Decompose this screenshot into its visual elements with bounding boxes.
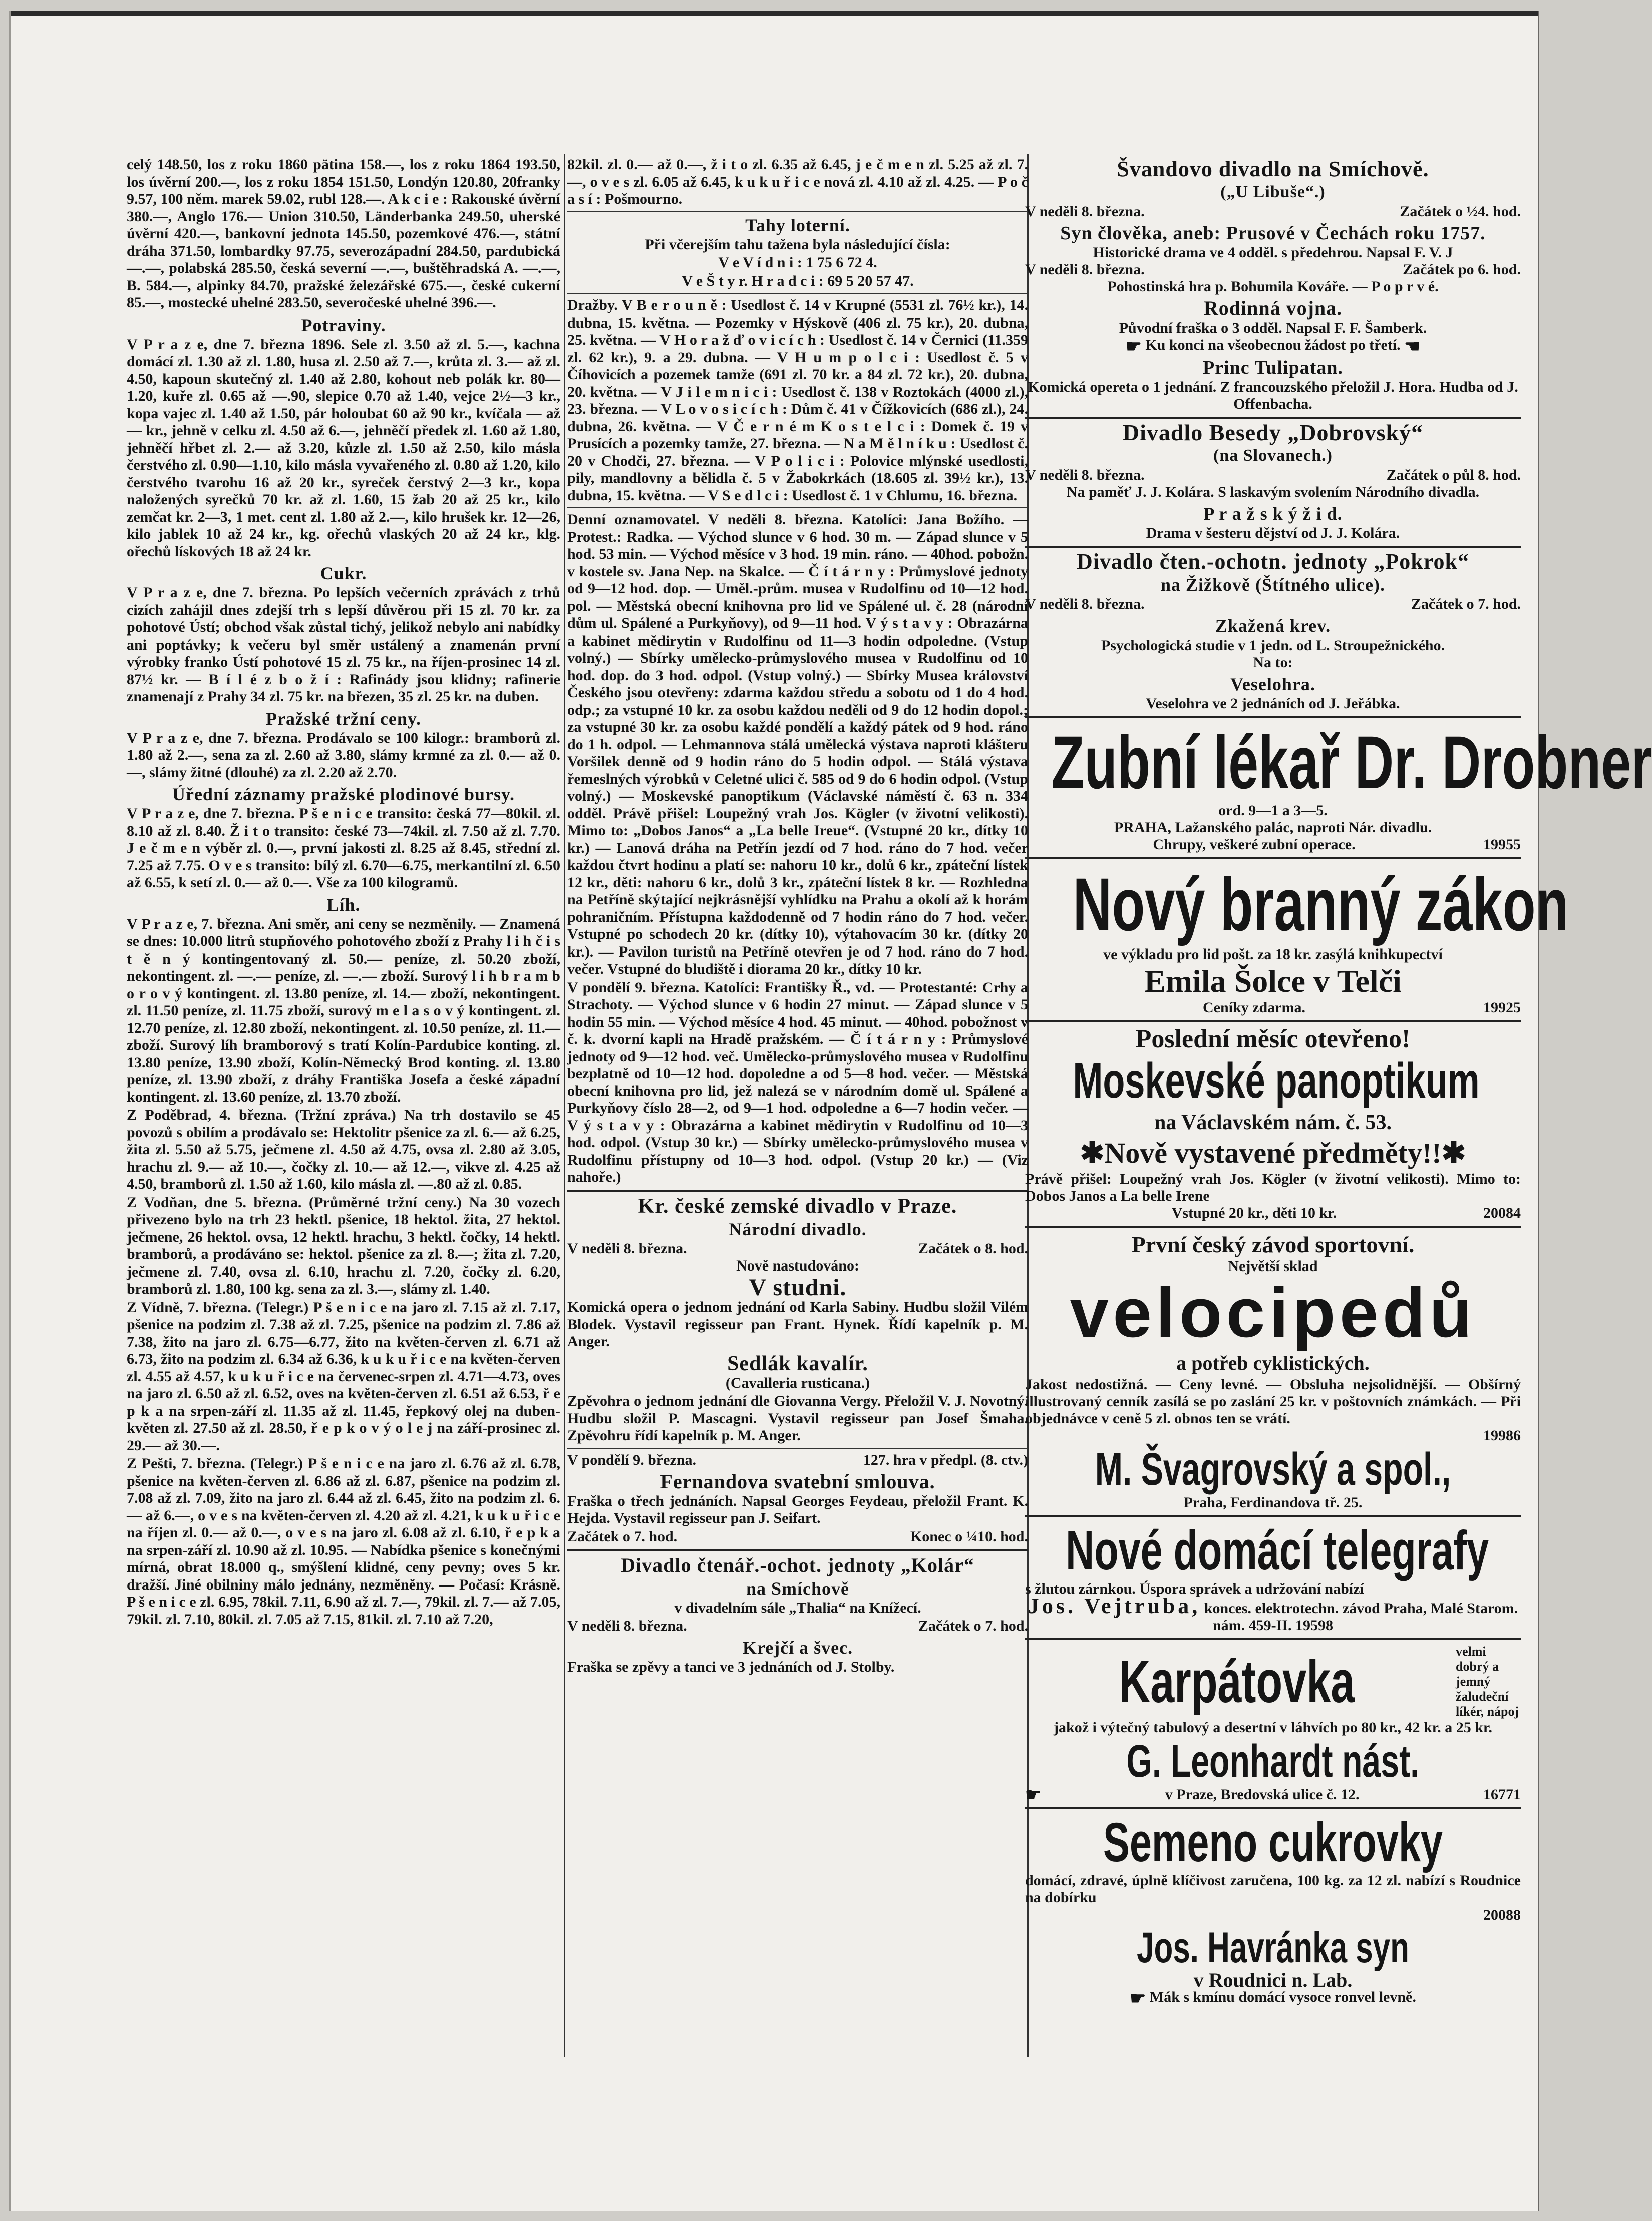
heading-kolar-smichov: na Smíchově	[746, 1578, 849, 1599]
drazby-text: V B e r o u n ě : Usedlost č. 14 v Krupné (5531 zl. 76½ kr.), 14. dubna, 15. května. — Pozemky v Hýskově (406 zl. 75 kr.), 20. dubna, 25. května. — V H o r a ž ď o v i c í c h : Usedlost č. 14 v Černici (11.359 zl. 62 kr.), 9. a 29. dubna. — V H u m p o l c i : Usedlost č. 5 v Číhovicích a pozemek tamže (691 zl. 70 kr. a 84 zl. 72 kr.), 20. dubna, 20. května. — V J i l e m n i c i : Usedlost č. 138 v Roztokách (4000 zl.), 23. března. — V L o v o s i c í c h : Dům č. 41 v Čížkovicích (686 zl.), 24. dubna, 26. května. — V Č e r n é m K o s t e l c i : Domek č. 19 v Prusících a pozemky tamže, 27. března. — N a M ě l n í k u : Usedlost č. 20 v Chodči, 27. března. — V P o l i c i : Polovice mlýnské usedlosti, pily, mandlovny a bělidla č. 5 v Žabokrkách (18.605 zl. 39½ kr.), 13. dubna, 15. května. — V S e d l c i : Usedlost č. 1 v Chlumu, 16. března.	[567, 297, 1028, 504]
ad-vejtruba: Jos. Vejtruba,	[1028, 1594, 1201, 1619]
ad-havr-note: Mák s kmínu domácí vysoce ronvel levně.	[1149, 1989, 1416, 2006]
besedy-title: P r a ž s k ý ž i d.	[1203, 504, 1343, 524]
pointing-hand-icon: ☛	[1125, 336, 1142, 357]
grain-prices-text: 82kil. zl. 0.— až 0.—, ž i t o zl. 6.35 až 6.45, j e č m e n zl. 5.25 až zl. 7.—, o v e s zl. 6.05 až 6.45, k u k u ř i c e nová zl. 4.10 až zl. 4.25. — P o č a s í : Pošmourno.	[567, 156, 1028, 207]
heading-podebrad: Z Poděbrad,	[127, 1107, 211, 1123]
newspaper-page	[9, 11, 1652, 2211]
svandovo-date-2: V neděli 8. března.	[1025, 261, 1145, 278]
narodni-start: Začátek o 8. hod.	[918, 1240, 1028, 1257]
heading-urad: Úřední záznamy pražské plodinové bursy.	[172, 784, 515, 804]
heading-vodnan: Z Vodňan,	[127, 1194, 197, 1211]
ad-leon-number: 16771	[1483, 1786, 1521, 1803]
pokrok-title-2: Veselohra.	[1230, 674, 1315, 695]
title-sedlak-kavalir: Sedlák kavalír.	[727, 1352, 868, 1375]
besedy-desc: Na paměť J. J. Kolára. S laskavým svolením Národního divadla.	[1066, 484, 1480, 501]
ad-sport-sub: Největší sklad	[1228, 1258, 1318, 1275]
vodnan-text: dne 5. března. (Průměrné tržní ceny.) Na 30 vozech přivezeno bylo na trh 23 hektl. pšenice, 18 hektol. žita, 27 hektol. ječmene, 26 hektol. ovsa, 12 hektl. hrachu, 3 hektl. čočky, 14 hektl. bramborů, a prodáváno se: hektol. pšenice za zl. 8.—; žita zl. 7.20, ječmene zl. 7.40, ovsa zl. 6.10, hrachu zl. 7.20, čočky zl. 6.20, bramborů zl. 1.80, 100 kg. sena za zl. 3.—, slámy zl. 1.40.	[127, 1194, 561, 1297]
ad-panopt-price: Vstupné 20 kr., děti 10 kr.	[1171, 1205, 1337, 1222]
title-krejci-a-svec: Krejčí a švec.	[742, 1638, 853, 1658]
ad-emil-solc: Emila Šolce v Telči	[1144, 963, 1402, 999]
svandovo-start-2: Začátek po 6. hod.	[1403, 261, 1521, 278]
ad-posledni-mesic: Poslední měsíc otevřeno!	[1135, 1025, 1411, 1054]
title-svatebni-smlouva: Fernandova svatební smlouva.	[660, 1470, 935, 1493]
vidne-text: 7. března. (Telegr.) P š e n i c e na jaro zl. 7.15 až zl. 7.17, pšenice na podzim zl. 7.38 až zl. 7.25, pšenice na podzim zl. 7.86 až 7.38, žito na jaro zl. 6.75—6.77, žito na květen-červen zl. 6.71 až 6.73, žito na podzim zl. 6.34 až 6.36, k u k u ř i c e na květen-červen zl. 4.55 až 4.57, k u k u ř i c e na červenec-srpen zl. 4.71—4.73, oves na jaro zl. 6.50 až zl. 6.52, oves na květen-červen zl. 6.51 až 6.53, ř e p k a na srpen-září zl. 11.35 až zl. 11.45, řepkový olej na duben-květen zl. 27.50 až zl. 28.50, ř e p k o v ý o l e j na září-prosinec zl. 29.— až 30.—.	[127, 1299, 560, 1454]
ad-velo-sub: a potřeb cyklistických.	[1176, 1352, 1370, 1375]
lih-text: V P r a z e, 7. března. Ani směr, ani ceny se nezměnily. — Znamená se dnes: 10.000 litrů stupňového pohotového zboží z Prahy l i h č i s t ě n ý kontingentovaný zl. 50.— peníze, zl. 50.20 zboží, nekontingent. zl. —.— peníze, zl. —.— zboží. Surový l i h b r a m b o r o v ý kontingent. zl. 13.80 peníze, zl. 14.— zboží, nekontingent. zl. 11.50 peníze, zl. 11.75 zboží, surový m e l a s o v ý kontingent. zl. 12.70 peníze, zl. 12.80 zboží, nekontingent. zl. 10.50 peníze, zl. 11.— zboží. Surový líh bramborový s tratí Kolín-Pardubice konting. zl. 13.80 peníze, 13.90 zboží, Kolín-Německý Brod konting. zl. 13.80 peníze, zl. 13.90 zboží, z dráhy Františka Josefa a české západní kontingent. zl. 13.60 peníze, zl. 13.70 zboží.	[127, 915, 560, 1105]
besedy-desc-2: Drama v šesteru dějství od J. J. Kolára.	[1146, 525, 1400, 542]
ad-karp-desc: jakož i výtečný tabulový a desertní v láhvích po 80 kr., 42 kr. a 25 kr.	[1054, 1719, 1492, 1736]
pokrok-subtitle: na Žižkově (Štítného ulice).	[1161, 575, 1385, 595]
pesti-text: 7. března. (Telegr.) P š e n i c e na jaro zl. 6.76 až zl. 6.78, pšenice na květen-červen zl. 6.86 až zl. 6.87, pšenice na podzim zl. 7.08 až zl. 7.09, žito na jaro zl. 6.44 až zl. 6.45, žito na podzim zl. 6.— až 6.—, o v e s na květen-červen zl. 4.20 až zl. 4.21, k u k u ř i c e na říjen zl. 0.— až 0.—, o v e s na jaro zl. 6.08 až zl. 6.10, ř e p k a na srpen-září zl. 10.90 až zl. 10.95. — Nabídka pšenice s konečnými mírná, obrat 18.000 q., smýšlení klidné, ceny pevny; oves 5 kr. dražší. Jiné obilniny málo jednány, nezměněny. — Počasí: Krásně. P š e n i c e zl. 6.95, 78kil. 7.11, 6.90 až zl. 7.—, 79kil. zl. 7.— až 7.05, 79kil. zl. 7.10, 80kil. zl. 7.05 až 7.15, 81kil. zl. 7.10 až 7.20,	[127, 1455, 560, 1628]
svandovo-desc-3: Původní fraška o 3 odděl. Napsal F. F. Šamberk.	[1119, 320, 1427, 336]
pointing-hand-icon: ☛	[1130, 1988, 1146, 2009]
ad-telegr-desc: s žlutou zárnkou. Úspora správek a udržování nabízí	[1025, 1580, 1364, 1598]
heading-svandovo: Švandovo divadlo na Smíchově.	[1117, 157, 1429, 181]
heading-zemske-divadlo: Kr. české zemské divadlo v Praze.	[638, 1194, 957, 1218]
heading-narodni-divadlo: Národní divadlo.	[729, 1219, 867, 1239]
svandovo-desc-4: Komická opereta o 1 jednání. Z francouzského přeložil J. Hora. Hudba od J. Offenbacha.	[1028, 379, 1518, 413]
top-border	[11, 11, 1538, 16]
ad-velo-desc: Jakost nedostižná. — Ceny levné. — Obsluha nejsolidnější. — Obšírný illustrovaný cenník zasílá se po zaslání 25 kr. v poštovních známkách. — Při objednávce v ceně 5 zl. obnos ten se vrátí.	[1025, 1376, 1521, 1427]
svandovo-note: Ku konci na všeobecnou žádost po třetí.	[1145, 337, 1401, 353]
svandovo-title: Syn člověka, aneb: Prusové v Čechách roku 1757.	[1060, 223, 1486, 244]
ad-karpatovka: Karpátovka	[1119, 1648, 1355, 1716]
column-2	[567, 156, 1028, 1677]
ad-havranka: Jos. Havránka syn	[1137, 1924, 1409, 1972]
svandovo-title-2: Rodinná vojna.	[1203, 297, 1343, 320]
denni-text-2: V pondělí 9. března. Katolíci: Františky Ř., vd. — Protestanté: Crhy a Strachoty. — Východ slunce v 6 hodin 27 minut. — Západ slunce v 5 hodin 55 min. — Východ měsíce 4 hod. 45 minut. — 40hod. pobožnost v č. k. dvorní kapli na Hradě pražském. — Č í t á r n y : Průmyslové jednoty od 9—12 hod. več. Umělecko-průmyslového musea v Rudolfinu bezplatně od 10—12 hod. dopoledne a od 5—8 hod. večer. — Městská obecní knihovna pro lid, jež nalezá se v národním domě ul. Spálené a Purkyňovy číslo 28—2, od 9—1 hod. odpoledne a 6—7 hodin večer. — V ý s t a v y : Obrazárna a kabinet mědirytin v Rudolfinu od 10—3 hod. odpol. (Vstup 30 kr.) — Sbírky umělecko-průmyslového musea v Rudolfinu přístupny od 10—3 hod. odpol. (Vstup 20 kr.) — (Viz nahoře.)	[567, 979, 1028, 1185]
loterie-note: Při včerejším tahu tažena byla následující čísla:	[645, 236, 950, 253]
pokrok-start: Začátek o 7. hod.	[1411, 596, 1521, 613]
cukr-text: V P r a z e, dne 7. března. Po lepších večerních zprávách z trhů cizích zahájil dnes zdejší trh s lepší důvěrou při 15 zl. 70 kr. za pohotové Ústí; obchod však zůstal tichý, jelikož nebylo ani nabídky ani poptávky; k večeru byl směr ustálený a znamenán první výrobky franko Ústí pohotové 15 zl. 75 kr., na říjen-prosinec 14 zl. 87½ kr. — B í l é z b o ž í : Rafinády jsou klidny; rafinerie znamenají z Prahy 34 zl. 75 kr. na březen, 35 zl. 25 kr. na duben.	[127, 584, 560, 705]
sedlak-text: Zpěvohra o jednom jednání dle Giovanna Vergy. Přeložil V. J. Novotný. Hudbu složil P. Mascagni. Vystavil regisseur pan Josef Šmaha. Zpěvohru řídí kapelník p. M. Anger.	[567, 1393, 1028, 1444]
heading-lih: Líh.	[326, 894, 361, 915]
ad-zubni-lekar: Zubní lékař Dr. Drobner	[1051, 720, 1652, 805]
v-studni-text: Komická opera o jednom jednání od Karla Sabiny. Hudbu složil Vilém Blodek. Vystavil regisseur pan Frant. Hynek. Řídí kapelník p. M. Anger.	[567, 1299, 1028, 1350]
ad-panopt-new: Nově vystavené předměty!!	[1104, 1137, 1442, 1170]
svandovo-desc: Historické drama ve 4 odděl. s předehrou. Napsal F. V. J	[1093, 244, 1453, 261]
narodni-nove: Nově nastudováno:	[736, 1257, 859, 1274]
ad-velocipedu: velocipedů	[1070, 1273, 1476, 1352]
heading-pesti: Z Pešti,	[127, 1455, 176, 1472]
pondeli-info: 127. hra v předpl. (8. ctv.)	[863, 1451, 1028, 1468]
ad-panopt-desc: Právě přišel: Loupežný vrah Jos. Kögler (v životní velikosti). Mimo to: Dobos Janos a La belle Irene	[1025, 1171, 1521, 1205]
ad-moskevske-panoptikum: Moskevské panoptikum	[1073, 1053, 1480, 1109]
ad-zubni-desc: Chrupy, veškeré zubní operace.	[1153, 836, 1356, 853]
ad-havr-address: v Roudnici n. Lab.	[1193, 1969, 1353, 1992]
smlouva-text: Fraška o třech jednáních. Napsal Georges Feydeau, přeložil Frant. K. Hejda. Vystavil regisseur pan J. Seifart.	[567, 1492, 1028, 1526]
stock-prices-text: celý 148.50, los z roku 1860 pätina 158.—, los z roku 1864 193.50, los úvěrní 200.—, los z roku 1854 151.50, Londýn 120.80, 20franky 9.57, 100 něm. marek 59.02, rubl 128.—. A k c i e : Rakouské úvěrní 380.—, Anglo 176.— Union 310.50, Länderbanka 249.50, uherské úvěrní 420.—, bankovní jednota 145.50, pozemkové 476.—, státní dráha 371.50, lombardky 97.75, severozápadní 284.50, pardubická —.—, polabská 285.50, česká severní —.—, buštěhradská A. —.—, B. 584.—, alpinky 84.70, pražské železářské 675.—, české cukerní 85.—, mostecké uhelné 283.50, severočeské uhelné 396.—.	[127, 156, 560, 311]
krejci-text: Fraška se zpěvy a tanci ve 3 jednáních od J. Stolby.	[567, 1659, 895, 1675]
heading-trzni-ceny: Pražské tržní ceny.	[266, 708, 421, 729]
heading-kolar: Divadlo čtenář.-ochot. jednoty „Kolár“	[621, 1553, 974, 1576]
urad-text: V P r a z e, dne 7. března. P š e n i c e transito: česká 77—80kil. zl. 8.10 až zl. 8.40. Ž i t o transito: české 73—74kil. zl. 7.50 až zl. 7.70. J e č m e n výběr zl. 0.—, první jakosti zl. 8.25 až 8.45, střední zl. 7.25 až 7.75. O v e s transito: bílý zl. 6.70—6.75, merkantilní zl. 6.50 až 6.55, k setí zl. 0.— až 0.—. Vše za 100 kilogramů.	[127, 805, 560, 891]
kolar-start: Začátek o 7. hod.	[918, 1618, 1028, 1634]
heading-vidne: Z Vídně,	[127, 1299, 183, 1316]
pokrok-desc-2: Veselohra ve 2 jednáních od J. Jeřábka.	[1146, 695, 1400, 712]
ad-velo-number: 19986	[1483, 1427, 1521, 1444]
smlouva-end: Konec o ¼10. hod.	[910, 1528, 1028, 1545]
ad-leonhardt: G. Leonhardt nást.	[1126, 1736, 1420, 1787]
pointing-hand-icon: ☚	[1404, 336, 1421, 357]
ad-sport-heading: První český závod sportovní.	[1131, 1232, 1415, 1258]
heading-cukr: Cukr.	[320, 563, 367, 583]
ad-zakon-desc: ve výkladu pro lid pošt. za 18 kr. zasýlá knihkupectví	[1103, 946, 1443, 963]
svandovo-start: Začátek o ½4. hod.	[1400, 203, 1521, 220]
heading-potraviny: Potraviny.	[301, 314, 386, 335]
column-divider	[564, 154, 565, 2057]
ad-solce-ceniky: Ceníky zdarma.	[1203, 999, 1305, 1016]
ad-vejtruba-number: 19598	[1295, 1617, 1333, 1634]
denni-text: V neděli 8. března. Katolíci: Jana Božího. — Protest.: Radka. — Východ slunce v 6 hod. 30 m. — Západ slunce v 5 hod. 53 min. — Východ měsíce v 3 hod. 19 min. ráno. — 40hod. pobožn. v kostele sv. Jana Nep. na Skalce. — Č í t á r n y : Průmyslové jednoty od 9—12 hod. dop. — Uměl.-prům. musea v Rudolfinu od 10—12 hod. pol. — Městská obecní knihovna pro lid ve Spálené ul. č. 28 (národní dům ul. Spálené a Purkyňovy), od 9—11 hod. V ý s t a v y : Obrazárna a kabinet mědirytin v Rudolfinu od 11—3 hodin odpoledne. (Vstup volný.) — Sbírky umělecko-průmyslového musea v Rudolfinu od 10 hod. dop. do 3 hod. odpol. (Vstup volný.) — Sbírky Musea království Českého jsou otevřeny: zdarma každou středu a sobotu od 1 do 4 hod. odp.; za vstupné 10 kr. za osobu každou neděli od 9 do 12 hodin dopol.; za vstupné 30 kr. za osobu každé pondělí a každý pátek od 9 hod. ráno do 1 h. odpol. — Lehmannova stálá umělecká výstava naproti klášteru Voršilek denně od 9 hodin ráno do 5 hodin odpol. — Stálá výstava řemeslných výrobků v Celetné ulici č. 585 od 9 do 6 hodin odpol. (Vstup volný.) — Moskevské panoptikum (Václavské náměstí č. 63 n. 334 odděl. Právě přišel: Loupežný vrah Jos. Kögler (v životní velikosti). Mimo to: „Dobos Janos“ a „La belle Ireue“. (Vstupné 20 kr., dítky 10 kr.) — Lanová dráha na Petřín jezdí od 7 hod. ráno do 7 hod. večer každou čtvrt hodinu a platí se: nahoru 10 kr., dolů 6 kr., zpáteční lístek 12 kr., děti: nahoru 6 kr., dolů 3 kr., zpáteční lístek 8 kr. — Rozhledna na Petříně skýtající nejkrásnější vyhlídku na Prahu a okolí až k horám pohraničním. Přístupna každodenně od 7 hodin ráno do 7 hod. večer. Vstupné po schodech 20 kr. (dítky 10), výtahovacím 30 kr. (dítky 20 kr.). — Pavilon turistů na Petříně otevřen je od 7 hod. ráno do 7 hod. večer. Vstupné do bludiště i diorama 20 kr., dítky 10 kr.	[567, 511, 1028, 977]
narodni-date: V neděli 8. března.	[567, 1240, 687, 1257]
heading-loterie: Tahy loterní.	[745, 215, 850, 235]
svandovo-date: V neděli 8. března.	[1025, 203, 1145, 220]
column-3	[1025, 156, 1652, 2009]
heading-pokrok: Divadlo čten.-ochotn. jednoty „Pokrok“	[1077, 549, 1469, 574]
ad-svagrovsky: M. Švagrovský a spol.,	[1095, 1444, 1451, 1495]
pokrok-date: V neděli 8. března.	[1025, 596, 1145, 613]
ad-solce-number: 19925	[1483, 999, 1521, 1016]
pokrok-desc: Psychologická studie v 1 jedn. od L. Stroupežnického.	[1101, 637, 1445, 654]
star-icon: ✱	[1441, 1137, 1466, 1170]
ad-semeno-cukrovky: Semeno cukrovky	[1103, 1812, 1443, 1874]
ad-semeno-number: 20088	[1483, 1907, 1521, 1924]
ad-svag-address: Praha, Ferdinandova tř. 25.	[1183, 1494, 1363, 1511]
svandovo-title-3: Princ Tulipatan.	[1203, 357, 1343, 379]
heading-denni: Denní oznamovatel.	[567, 511, 700, 528]
podebrad-text: 4. března. (Tržní zpráva.) Na trh dostavilo se 45 povozů s obilím a prodávalo se: Hektolitr pšenice za zl. 6.— až 6.25, žita zl. 5.50 až 5.75, ječmene zl. 4.50 až 4.75, ovsa zl. 2.80 až 3.05, hrachu zl. 9.— až 10.—, čočky zl. 10.— až 12.—, vikve zl. 4.25 až 4.50, bramborů zl. 1.50 až 1.60, kilo másla zl. —.80 až zl. 0.85.	[127, 1107, 560, 1192]
kolar-date: V neděli 8. března.	[567, 1618, 687, 1634]
column-1	[127, 156, 560, 1629]
kolar-subtitle: v divadelním sále „Thalia“ na Knížecí.	[674, 1599, 921, 1616]
ad-semeno-desc: domácí, zdravé, úplně klíčivost zaručena, 100 kg. za 12 zl. nabízí s Roudnice na dobírku	[1025, 1872, 1521, 1907]
smlouva-start: Začátek o 7. hod.	[567, 1528, 678, 1545]
loterie-viden: V e V í d n i : 1 75 6 72 4.	[718, 254, 877, 271]
ad-domaci-telegrafy: Nové domácí telegrafy	[1066, 1520, 1489, 1582]
sedlak-subtitle: (Cavalleria rusticana.)	[725, 1374, 870, 1391]
pondeli-date: V pondělí 9. března.	[567, 1451, 696, 1468]
ad-karp-side: velmi dobrý a jemný žaludeční líkér, nápoj	[1456, 1644, 1519, 1719]
pokrok-nato: Na to:	[1253, 654, 1293, 671]
besedy-subtitle: (na Slovanech.)	[1213, 446, 1333, 465]
ad-branny-zakon: Nový branný zákon	[1073, 862, 1569, 947]
svandovo-subtitle: („U Libuše“.)	[1220, 183, 1326, 201]
besedy-date: V neděli 8. března.	[1025, 467, 1145, 484]
ad-panopt-address: na Václavském nám. č. 53.	[1154, 1111, 1392, 1135]
pointing-hand-icon: ☛	[1025, 1785, 1042, 1805]
ad-zubni-ordinace: ord. 9—1 a 3—5.	[1218, 802, 1328, 819]
trzni-ceny-text: V P r a z e, dne 7. března. Prodávalo se 100 kilogr.: bramborů zl. 1.80 až 2.—, sena za zl. 2.60 až 3.80, slámy krmné za zl. 0.— až 0.—, slámy žitné (dlouhé) za zl. 2.20 až 2.70.	[127, 729, 560, 781]
ad-panopt-number: 20084	[1483, 1205, 1521, 1222]
svandovo-desc-2: Pohostinská hra p. Bohumila Kováře. — P o p r v é.	[1107, 278, 1439, 295]
heading-drazby: Dražby.	[567, 297, 618, 313]
star-icon: ✱	[1080, 1137, 1105, 1170]
title-v-studni: V studni.	[749, 1274, 847, 1301]
ad-leon-address: v Praze, Bredovská ulice č. 12.	[1165, 1786, 1360, 1803]
ad-zubni-number: 19955	[1483, 836, 1521, 853]
besedy-start: Začátek o půl 8. hod.	[1386, 467, 1521, 484]
ad-vejtruba-desc: konces. elektrotechn. závod Praha, Malé Starom. nám. 459-II.	[1204, 1600, 1518, 1634]
pokrok-title: Zkažená krev.	[1215, 616, 1331, 637]
heading-besedy: Divadlo Besedy „Dobrovský“	[1122, 420, 1424, 446]
loterie-styr: V e Š t y r. H r a d c i : 69 5 20 57 47.	[682, 272, 914, 289]
ad-zubni-address: PRAHA, Lažanského palác, naproti Nár. divadlu.	[1114, 819, 1432, 836]
potraviny-text: V P r a z e, dne 7. března 1896. Sele zl. 3.50 až zl. 5.—, kachna domácí zl. 1.30 až zl. 1.80, husa zl. 2.50 až 7.—, krůta zl. 3.— až zl. 4.50, kapoun skutečný zl. 1.40 až 2.80, kohout neb polák kr. 80—1.20, kuře zl. 0.65 až —.90, slepice 0.70 až 1.40, vejce 2½—3 kr., kopa vajec zl. 1.40 až 1.50, pár holoubat 60 až 90 kr., kvíčala — až — kr., jehně v celku zl. 4.50 až 6.—, jehněčí předek zl. 1.60 až 1.80, jehněčí hřbet zl. 2.— až 3.20, kůzle zl. 1.50 až 2.50, kilo másla čerstvého zl. 0.90—1.10, kilo másla vyvařeného zl. 0.80 až 1.20, kilo čerstvého tvarohu 16 až 20 kr., syreček čerstvý 2—3 kr., kopa naložených syrečků 70 kr. až zl. 1.60, 15 žab 20 až 25 kr., kilo zemčat kr. 2—3, 1 met. cent zl. 1.80 až 2.—, kilo hrušek kr. 12—26, kilo jablek 10 až 24 kr., kg. ořechů vlaských 20 až 24 kr., klg. ořechů lískových 18 až 24 kr.	[127, 336, 560, 560]
